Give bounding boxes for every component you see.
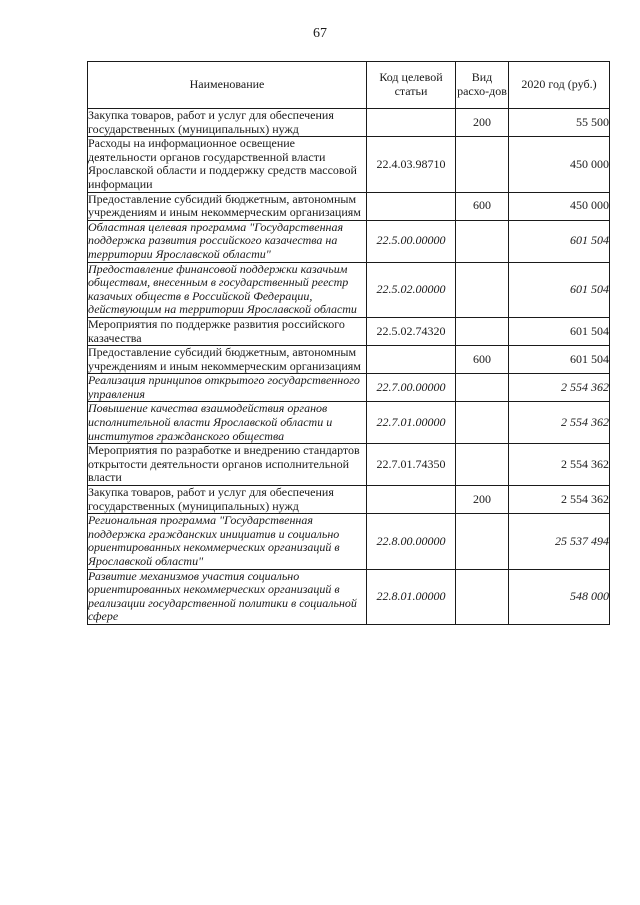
row-vid-cell xyxy=(456,444,509,486)
row-code-cell xyxy=(367,486,456,514)
row-name-cell: Расходы на информационное освещение деятельности органов государственной власти Ярославской области и поддержку средств массовой информации xyxy=(88,137,367,192)
row-name-cell: Мероприятия по разработке и внедрению стандартов открытости деятельности органов исполнительной власти xyxy=(88,444,367,486)
row-name-cell: Развитие механизмов участия социально ориентированных некоммерческих организаций в реализации государственной политики в социальной сфере xyxy=(88,569,367,624)
table-row xyxy=(88,109,610,137)
row-vid-cell xyxy=(456,317,509,345)
header-name: Наименование xyxy=(88,62,367,109)
row-vid-cell xyxy=(456,220,509,262)
row-code-cell: 22.8.01.00000 xyxy=(367,569,456,624)
row-vid-cell xyxy=(456,514,509,569)
row-amount-cell: 450 000 xyxy=(509,137,610,192)
header-vid: Вид расхо-дов xyxy=(456,62,509,109)
table-row xyxy=(88,262,610,317)
row-vid-cell: 600 xyxy=(456,192,509,220)
row-vid-cell xyxy=(456,262,509,317)
row-code-cell: 22.4.03.98710 xyxy=(367,137,456,192)
row-code-cell: 22.7.00.00000 xyxy=(367,374,456,402)
row-amount-cell: 601 504 xyxy=(509,220,610,262)
row-name-cell: Повышение качества взаимодействия органов исполнительной власти Ярославской области и институтов гражданского общества xyxy=(88,402,367,444)
row-vid-cell xyxy=(456,569,509,624)
row-vid-cell xyxy=(456,374,509,402)
table-row xyxy=(88,346,610,374)
row-vid-cell xyxy=(456,137,509,192)
table-row xyxy=(88,569,610,624)
row-amount-cell: 601 504 xyxy=(509,317,610,345)
budget-table xyxy=(87,61,610,625)
row-name-cell: Предоставление субсидий бюджетным, автономным учреждениям и иным некоммерческим организациям xyxy=(88,192,367,220)
row-amount-cell: 2 554 362 xyxy=(509,444,610,486)
row-amount-cell: 601 504 xyxy=(509,346,610,374)
row-vid-cell: 200 xyxy=(456,109,509,137)
row-amount-cell: 55 500 xyxy=(509,109,610,137)
row-code-cell: 22.5.02.00000 xyxy=(367,262,456,317)
row-amount-cell: 450 000 xyxy=(509,192,610,220)
row-code-cell: 22.7.01.00000 xyxy=(367,402,456,444)
row-code-cell: 22.7.01.74350 xyxy=(367,444,456,486)
table-row xyxy=(88,444,610,486)
row-name-cell: Реализация принципов открытого государственного управления xyxy=(88,374,367,402)
row-amount-cell: 2 554 362 xyxy=(509,374,610,402)
table-body xyxy=(88,109,610,625)
row-amount-cell: 601 504 xyxy=(509,262,610,317)
table-row xyxy=(88,374,610,402)
row-name-cell: Предоставление субсидий бюджетным, автономным учреждениям и иным некоммерческим организациям xyxy=(88,346,367,374)
row-amount-cell: 25 537 494 xyxy=(509,514,610,569)
row-amount-cell: 2 554 362 xyxy=(509,486,610,514)
row-name-cell: Региональная программа "Государственная поддержка гражданских инициатив и социально ориентированных некоммерческих организаций в Ярославской области" xyxy=(88,514,367,569)
row-name-cell: Областная целевая программа "Государственная поддержка развития российского казачества на территории Ярославской области" xyxy=(88,220,367,262)
table-row xyxy=(88,137,610,192)
row-vid-cell: 200 xyxy=(456,486,509,514)
page-number: 67 xyxy=(313,26,327,41)
table-row xyxy=(88,486,610,514)
row-code-cell xyxy=(367,109,456,137)
row-code-cell xyxy=(367,346,456,374)
table-row xyxy=(88,514,610,569)
row-code-cell: 22.8.00.00000 xyxy=(367,514,456,569)
table-row xyxy=(88,220,610,262)
row-name-cell: Закупка товаров, работ и услуг для обеспечения государственных (муниципальных) нужд xyxy=(88,109,367,137)
table-header-row xyxy=(88,62,610,109)
row-vid-cell xyxy=(456,402,509,444)
row-code-cell xyxy=(367,192,456,220)
header-code: Код целевой статьи xyxy=(367,62,456,109)
table-row xyxy=(88,317,610,345)
row-code-cell: 22.5.02.74320 xyxy=(367,317,456,345)
row-name-cell: Предоставление финансовой поддержки казачьим обществам, внесенным в государственный реестр казачьих обществ в Российской Федерации, действующим на территории Ярославской области xyxy=(88,262,367,317)
table-row xyxy=(88,402,610,444)
header-amount: 2020 год (руб.) xyxy=(509,62,610,109)
row-name-cell: Закупка товаров, работ и услуг для обеспечения государственных (муниципальных) нужд xyxy=(88,486,367,514)
row-vid-cell: 600 xyxy=(456,346,509,374)
row-amount-cell: 2 554 362 xyxy=(509,402,610,444)
table-row xyxy=(88,192,610,220)
row-code-cell: 22.5.00.00000 xyxy=(367,220,456,262)
row-name-cell: Мероприятия по поддержке развития российского казачества xyxy=(88,317,367,345)
row-amount-cell: 548 000 xyxy=(509,569,610,624)
